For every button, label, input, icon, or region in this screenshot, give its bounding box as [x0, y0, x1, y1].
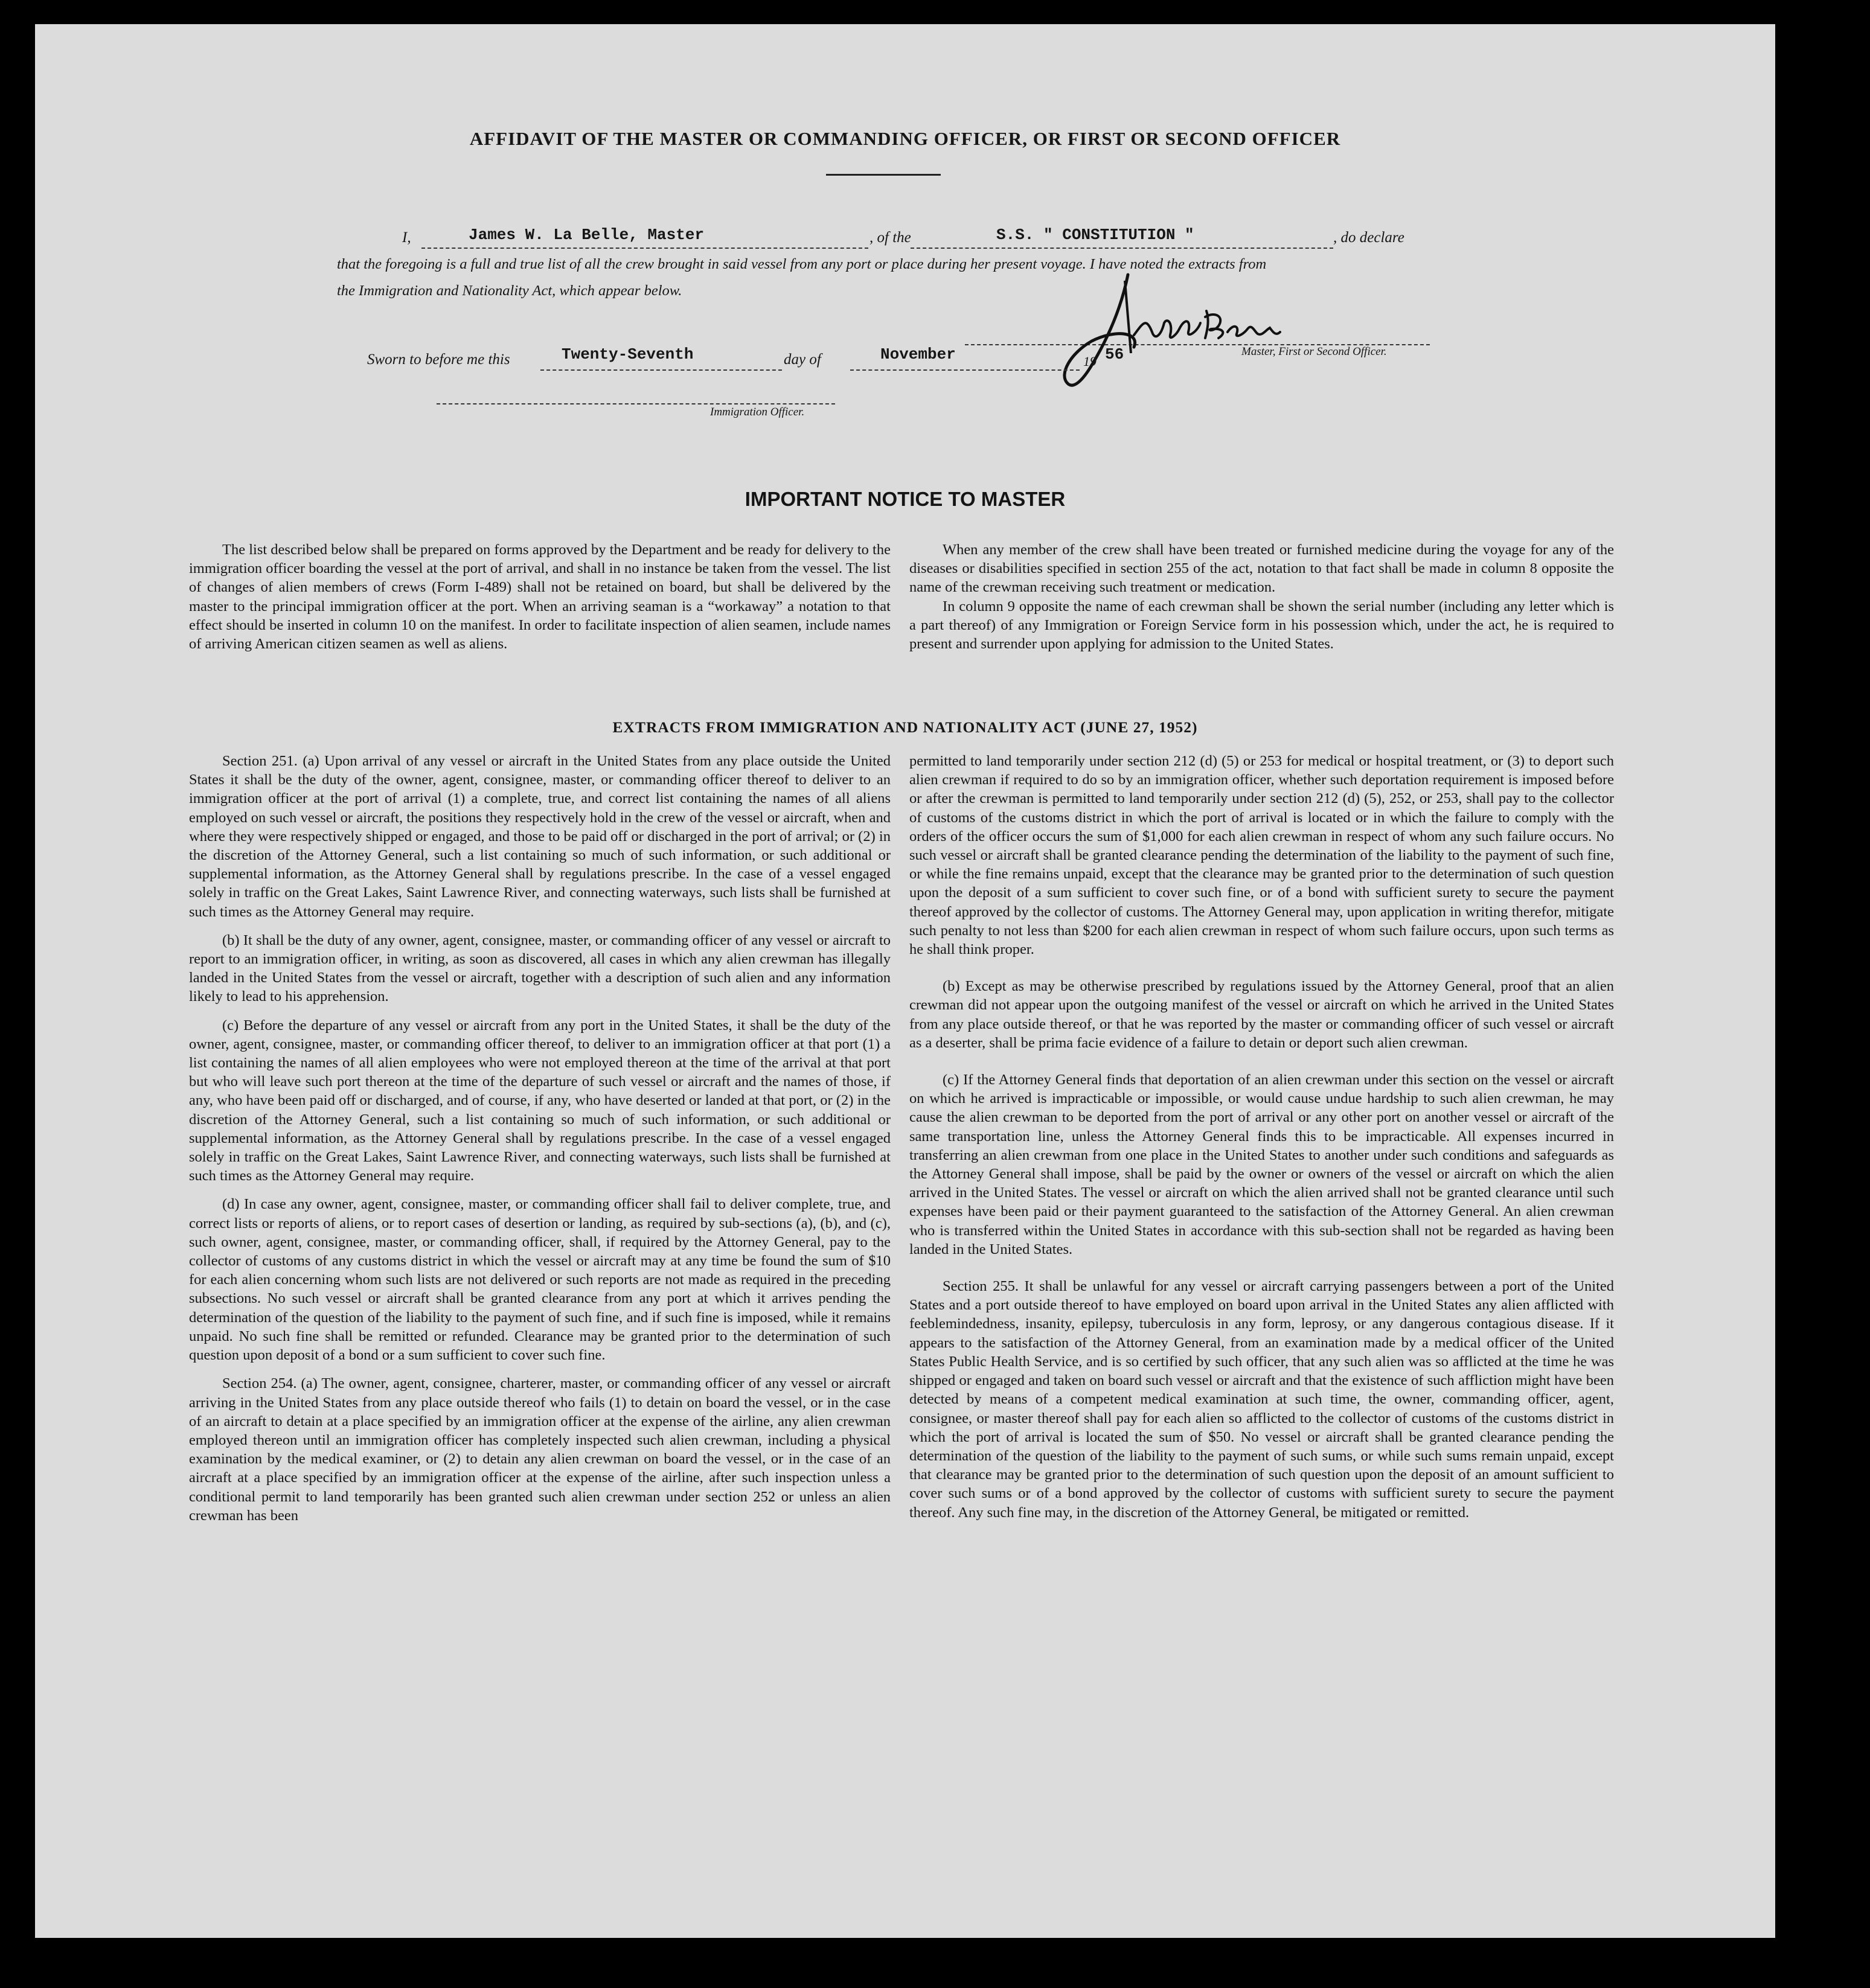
statute-paragraph: (b) Except as may be otherwise prescribed by regulations issued by the Attorney General, proof that an alien crewman did not appear upon the outgoing manifest of the vessel or aircraft on which he arrived in the United States from any place outside thereof, or that he was reported by the master or commanding officer of such vessel or aircraft as a deserter, shall be prima facie evidence of a failure to detain or deport such alien crewman. [909, 978, 1614, 1051]
year-prefix: 19 [1083, 354, 1097, 369]
statute-paragraph: Section 255. It shall be unlawful for any vessel or aircraft carrying passengers between a port of the United States and a port outside thereof to have employed on board upon arrival in the United States any alien afflicted with feeblemindedness, insanity, epilepsy, tuberculosis in any form, leprosy, or any dangerous contagious disease. If it appears to the satisfaction of the Attorney General, from an examination made by a medical officer of the United States Public Health Service, and is so certified by such officer, that any such alien was so afflicted at the time he was shipped or engaged and taken on board such vessel or aircraft and that the existence of such affliction might have been detected by means of a competent medical examination at such time, the owner, commanding officer, agent, consignee, or master thereof shall pay for each alien so afflicted to the collector of customs of the customs district in which the port of arrival is located the sum of $50. No vessel or aircraft shall be granted clearance pending the determination of the question of the liability to the payment of such sums, or while such sums remain unpaid, except that clearance may be granted prior to the determination of such question upon the deposit of an amount sufficient to cover such sums or of a bond approved by the collector of customs with sufficient surety to secure the payment thereof. Any such fine may, in the discretion of the Attorney General, be mitigated or remitted. [909, 1278, 1614, 1521]
sworn-month: November [880, 345, 956, 363]
officer-label: Immigration Officer. [710, 406, 805, 418]
affidavit-title: AFFIDAVIT OF THE MASTER OR COMMANDING OFFICER, OR FIRST OR SECOND OFFICER [469, 128, 1341, 149]
officer-signature-line [437, 397, 835, 404]
extracts-title: EXTRACTS FROM IMMIGRATION AND NATIONALITY ACT (JUNE 27, 1952) [612, 718, 1198, 736]
notice-title: IMPORTANT NOTICE TO MASTER [744, 488, 1066, 510]
affidavit-statement-line1: that the foregoing is a full and true list of all the crew brought in said vessel from any port or place during her present voyage. I have noted the extracts from [337, 256, 1267, 272]
extracts-right-column [909, 752, 1614, 1532]
declaration-prefix: I, [402, 229, 411, 246]
affidavit-statement-line2: the Immigration and Nationality Act, which appear below. [337, 283, 682, 299]
master-signature [1055, 263, 1345, 401]
signature-label: Master, First or Second Officer. [1241, 345, 1387, 358]
sworn-year: 56 [1105, 345, 1124, 363]
day-of-label: day of [784, 351, 821, 368]
statute-paragraph: (c) Before the departure of any vessel or aircraft from any port in the United States, it shall be the duty of the owner, agent, consignee, master, or commanding officer thereof, to deliver to an immigration officer at that port (1) a list containing the names of all alien employees who were not employed thereon at the time of the arrival at that port but who will leave such port thereon at the time of the departure of such vessel or aircraft and the names of those, if any, who have been paid off or discharged, and of course, if any, who have deserted or landed at that port, or (2) in the discretion of the Attorney General, such a list containing so much of such information, or such additional or supplemental information, as the Attorney General shall by regulations prescribe. In the case of a vessel engaged solely in traffic on the Great Lakes, Saint Lawrence River, and connecting waterways, such lists shall be furnished at such times as the Attorney General may require. [189, 1017, 891, 1184]
title-divider [826, 174, 941, 176]
statute-paragraph: Section 254. (a) The owner, agent, consignee, charterer, master, or commanding officer of any vessel or aircraft arriving in the United States from any place outside thereof who fails (1) to detain on board the vessel, or in the case of an aircraft to detain at a place specified by an immigration officer at the expense of the airline, any alien crewman employed thereon until an immigration officer has completely inspected such alien crewman, including a physical examination by the medical examiner, or (2) to detain any alien crewman on board the vessel, or in the case of an aircraft at a place specified by an immigration officer at the expense of the airline, after such inspection unless a conditional permit to land temporarily has been granted such alien crewman under section 252 or unless an alien crewman has been [189, 1375, 891, 1524]
of-the-label: , of the [869, 229, 911, 246]
vessel-name: S.S. " CONSTITUTION " [996, 226, 1194, 244]
sworn-day: Twenty-Seventh [562, 345, 694, 363]
do-declare-label: , do declare [1333, 229, 1404, 246]
declarant-name: James W. La Belle, Master [469, 226, 705, 244]
statute-paragraph: (d) In case any owner, agent, consignee, master, or commanding officer shall fail to deliver complete, true, and correct lists or reports of aliens, or to report cases of desertion or landing, as required by sub-sections (a), (b), and (c), such owner, agent, consignee, master, or commanding officer, shall, if required by the Attorney General, pay to the collector of customs of any customs district in which the vessel or aircraft may at any time be found the sum of $10 for each alien concerning whom such lists are not delivered or such reports are not made as required in the preceding subsections. No such vessel or aircraft shall be granted clearance from any port at which it arrives pending the determination of the question of the liability to the payment of such fine, and if such fine is imposed, while it remains unpaid. No such fine shall be remitted or refunded. Clearance may be granted prior to the determination of such question upon deposit of a bond or a sum sufficient to cover such fine. [189, 1196, 891, 1364]
document-page [35, 24, 1775, 1938]
statute-paragraph: Section 251. (a) Upon arrival of any vessel or aircraft in the United States from any place outside the United States it shall be the duty of the owner, agent, consignee, master, or commanding officer thereof to deliver to an immigration officer at the port of arrival (1) a complete, true, and correct list containing the names of all aliens employed on such vessel or aircraft, the positions they respectively hold in the crew of the vessel or aircraft, when and where they were respectively shipped or engaged, and those to be paid off or discharged in the port of arrival; or (2) in the discretion of the Attorney General, such a list containing so much of such information, or such additional or supplemental information, as the Attorney General shall by regulations prescribe. In the case of a vessel engaged solely in traffic on the Great Lakes, Saint Lawrence River, and connecting waterways, such lists shall be furnished at such times as the Attorney General may require. [189, 753, 891, 920]
notice-paragraph: In column 9 opposite the name of each crewman shall be shown the serial number (including any letter which is a part thereof) of any Immigration or Foreign Service form in his possession which, under the act, he is required to present and surrender upon applying for admission to the United States. [909, 598, 1614, 653]
notice-paragraph: The list described below shall be prepared on forms approved by the Department and be ready for delivery to the immigration officer boarding the vessel at the port of arrival, and shall in no instance be taken from the vessel. The list of changes of alien members of crews (Form I-489) shall not be retained on board, but shall be delivered by the master to the principal immigration officer at the port. When an arriving seaman is a “workaway” a notation to that effect should be inserted in column 10 on the manifest. In order to facilitate inspection of alien seamen, include names of arriving American citizen seamen as well as aliens. [189, 542, 891, 653]
statute-paragraph: (c) If the Attorney General finds that deportation of an alien crewman under this section on the vessel or aircraft on which he arrived is impracticable or impossible, or would cause undue hardship to such alien crewman, he may cause the alien crewman to be deported from the port of arrival or any other port on another vessel or aircraft of the same transportation line, unless the Attorney General finds this to be impracticable. All expenses incurred in transferring an alien crewman from one place in the United States to another under such conditions and safeguards as the Attorney General shall impose, shall be paid by the owner or owners of the vessel or aircraft on which the alien arrived in the United States. The vessel or aircraft on which the alien arrived shall not be granted clearance until such expenses have been paid or their payment guaranteed to the satisfaction of the Attorney General. An alien crewman who is transferred within the United States in accordance with this sub-section shall not be regarded as having been landed in the United States. [909, 1072, 1614, 1258]
statute-paragraph: permitted to land temporarily under section 212 (d) (5) or 253 for medical or hospital treatment, or (3) to deport such alien crewman if required to do so by an immigration officer, whether such deportation requirement is imposed before or after the crewman is permitted to land temporarily under section 212 (d) (5), 252, or 253, shall pay to the collector of customs of the customs district in which the port of arrival is located or in which the failure to comply with the orders of the officer occurs the sum of $1,000 for each alien crewman in respect of whom any such failure occurs. No such vessel or aircraft shall be granted clearance pending the determination of the liability to the payment of such fine, or while the fine remains unpaid, except that the clearance may be granted prior to the determination of such question upon the deposit of a sum sufficient to cover such fine, or of a bond with sufficient surety to secure the payment thereof approved by the collector of customs. The Attorney General may, upon application in writing therefor, mitigate such penalty to not less than $200 for each alien crewman in respect of whom such failure occurs, upon such terms as he shall think proper. [909, 753, 1614, 958]
notice-paragraph: When any member of the crew shall have been treated or furnished medicine during the voyage for any of the diseases or disabilities specified in section 255 of the act, notation to that fact shall be made in column 8 opposite the name of the crewman receiving such treatment or medication. [909, 542, 1614, 596]
notice-right-column [909, 540, 1614, 653]
statute-paragraph: (b) It shall be the duty of any owner, agent, consignee, master, or commanding officer of any vessel or aircraft to report to an immigration officer, in writing, as soon as discovered, all cases in which any alien crewman has illegally landed in the United States from the vessel or aircraft, together with a description of such alien and any information likely to lead to his apprehension. [189, 932, 891, 1005]
extracts-left-column [189, 752, 891, 1535]
notice-left-column [189, 540, 891, 663]
sworn-prefix: Sworn to before me this [367, 351, 510, 368]
